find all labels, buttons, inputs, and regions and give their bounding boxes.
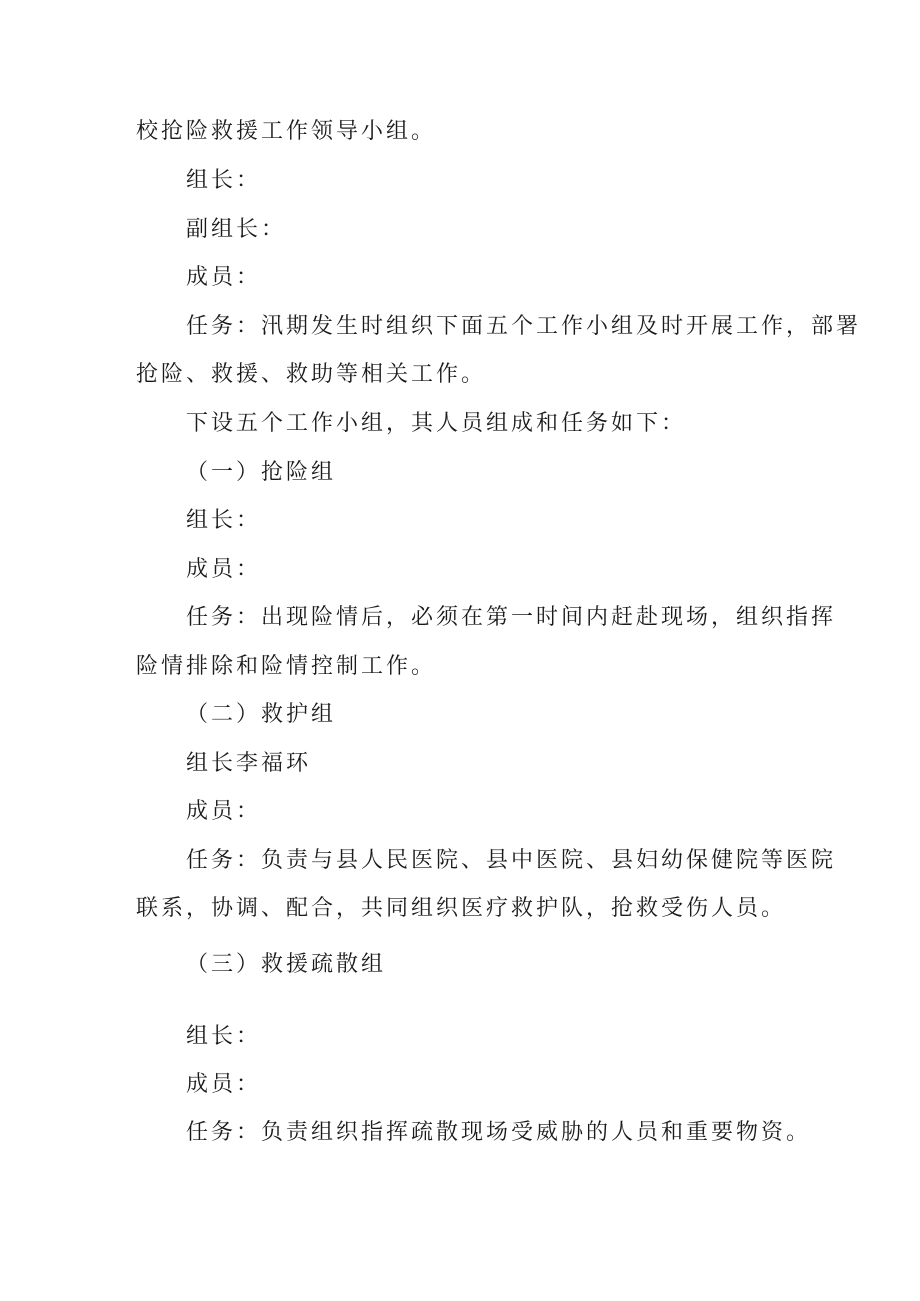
members-label: 成员： [186,265,262,290]
task-paragraph-line: 任务：出现险情后，必须在第一时间内赶赴现场，组织指挥 [186,605,837,630]
paragraph-continuation-line: 校抢险救援工作领导小组。 [136,119,437,144]
leader-line: 组长李福环 [186,751,312,776]
task-paragraph-line: 任务：汛期发生时组织下面五个工作小组及时开展工作，部署 [186,314,862,339]
section-heading-1: （一）抢险组 [186,460,337,485]
members-label: 成员： [186,557,262,582]
task-paragraph-line: 抢险、救援、救助等相关工作。 [136,362,487,387]
task-paragraph-line: 险情排除和险情控制工作。 [136,654,437,679]
deputy-leader-label: 副组长： [186,217,287,242]
intro-paragraph: 下设五个工作小组，其人员组成和任务如下： [186,411,687,436]
leader-label: 组长： [186,1024,262,1049]
members-label: 成员： [186,1072,262,1097]
section-heading-3: （三）救援疏散组 [186,952,387,977]
leader-label: 组长： [186,508,262,533]
members-label: 成员： [186,799,262,824]
leader-label: 组长： [186,168,262,193]
section-heading-2: （二）救护组 [186,702,337,727]
task-paragraph-line: 任务：负责与县人民医院、县中医院、县妇幼保健院等医院 [186,848,837,873]
task-paragraph-line: 任务：负责组织指挥疏散现场受威胁的人员和重要物资。 [186,1120,812,1145]
task-paragraph-line: 联系，协调、配合，共同组织医疗救护队，抢救受伤人员。 [136,896,787,921]
